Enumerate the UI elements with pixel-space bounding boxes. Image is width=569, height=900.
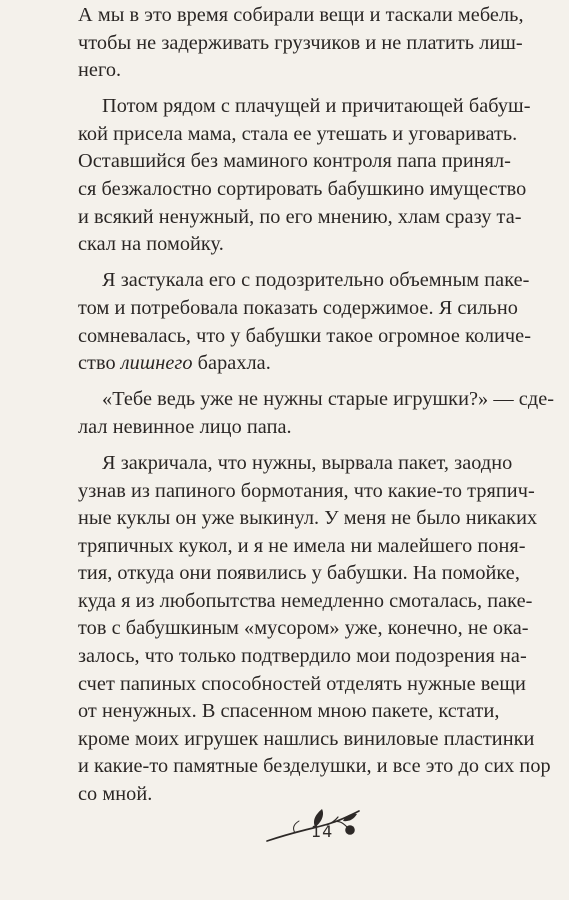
paragraph-5 — [78, 450, 551, 809]
text-line: со мной. — [78, 783, 153, 806]
text-line: счет папиных способностей отделять нужные вещи — [78, 672, 526, 695]
text-line-with-emphasis — [78, 350, 548, 378]
page-number: 14 — [311, 822, 334, 841]
text-line: Оставшийся без маминого контроля папа принял- — [78, 150, 511, 173]
paragraph-2 — [78, 93, 548, 259]
line-start: ство — [78, 352, 121, 375]
text-line: том и потребовала показать содержимое. Я сильно — [78, 296, 518, 319]
paragraph-3 — [78, 267, 548, 377]
text-line: лал невинное лицо папа. — [78, 415, 292, 438]
text-line: тов с бабушкиным «мусором» уже, конечно, не ока- — [78, 617, 529, 640]
text-line: «Тебе ведь уже не нужны старые игрушки?» — сде- — [102, 388, 555, 411]
text-line: него. — [78, 59, 122, 82]
line-end: барахла. — [192, 352, 271, 375]
paragraph-4 — [78, 386, 555, 441]
text-line: и всякий ненужный, по его мнению, хлам сразу та- — [78, 205, 522, 228]
text-line: узнав из папиного бормотания, что какие-то тряпич- — [78, 479, 535, 502]
text-line: Потом рядом с плачущей и причитающей бабуш- — [102, 95, 531, 118]
text-line: ся безжалостно сортировать бабушкино имущество — [78, 178, 527, 201]
text-line: куда я из любопытства немедленно смоталась, паке- — [78, 589, 533, 612]
text-line: Я застукала его с подозрительно объемным паке- — [102, 269, 530, 292]
text-line: от ненужных. В спасенном мною пакете, кстати, — [78, 700, 500, 723]
text-line: тия, откуда они появились у бабушки. На помойке, — [78, 562, 520, 585]
page-text — [78, 2, 555, 817]
text-line: и какие-то памятные безделушки, и все это до сих пор — [78, 755, 551, 778]
paragraph-1 — [78, 2, 548, 85]
text-line: ные куклы он уже выкинул. У меня не было никаких — [78, 507, 538, 530]
text-line: тряпичных кукол, и я не имела ни малейшего поня- — [78, 534, 526, 557]
text-line: залось, что только подтвердило мои подозрения на- — [78, 645, 527, 668]
text-line: сомневалась, что у бабушки такое огромное количе- — [78, 324, 532, 347]
text-line: кой присела мама, стала ее утешать и уговаривать. — [78, 122, 518, 145]
emphasized-word: лишнего — [120, 352, 193, 375]
text-line: А мы в это время собирали вещи и таскали мебель, — [78, 4, 524, 26]
text-line: кроме моих игрушек нашлись виниловые пластинки — [78, 727, 535, 750]
text-line: скал на помойку. — [78, 233, 224, 256]
text-line: Я закричала, что нужны, вырвала пакет, заодно — [102, 451, 513, 474]
text-line: чтобы не задерживать грузчиков и не платить лиш- — [78, 31, 523, 54]
